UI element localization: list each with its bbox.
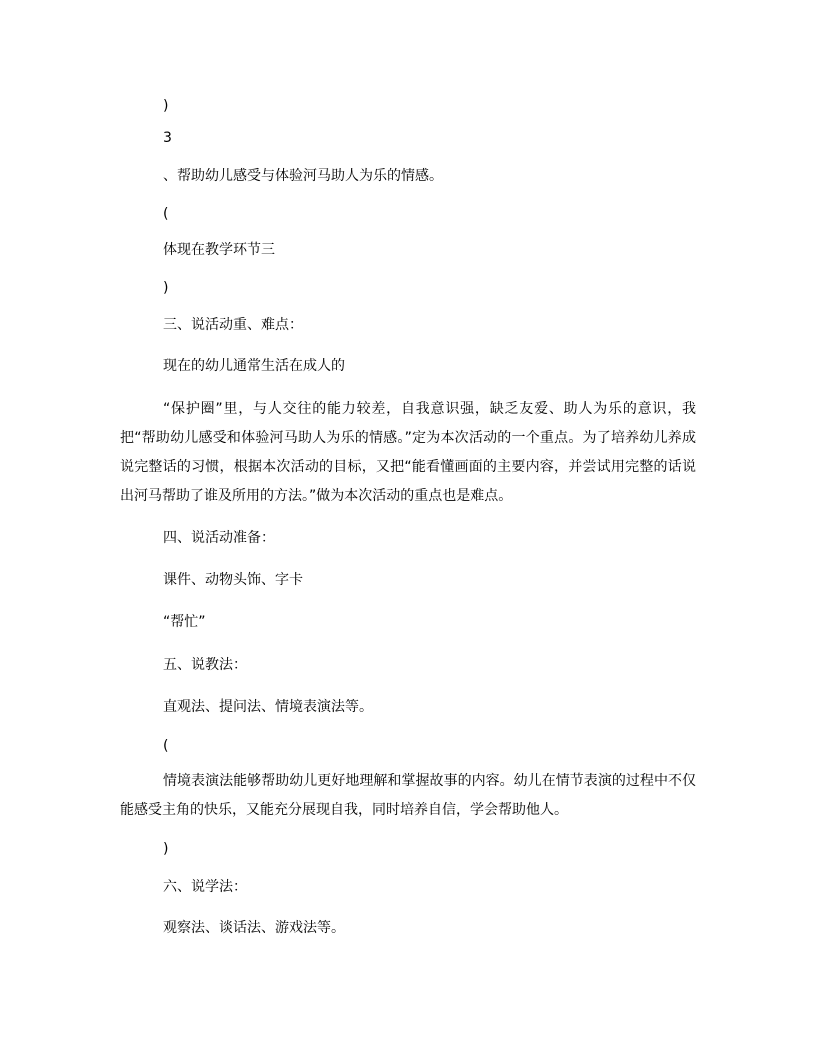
teaching-method-paragraph: 情境表演法能够帮助幼儿更好地理解和掌握故事的内容。幼儿在情节表演的过程中不仅能感受主角的快乐，又能充分展现自我，同时培养自信，学会帮助他人。 bbox=[120, 773, 696, 818]
teaching-link-note: 体现在教学环节三 bbox=[163, 242, 275, 258]
section-heading-learning-method: 六、说学法： bbox=[163, 879, 247, 895]
open-paren-line-2: ( bbox=[163, 738, 169, 754]
item-number-3: 3 bbox=[163, 130, 172, 146]
preparation-word-card: “帮忙” bbox=[163, 614, 206, 630]
key-points-paragraph: “保护圈”里，与人交往的能力较差，自我意识强，缺乏友爱、助人为乐的意识，我把“帮助幼儿感受和体验河马助人为乐的情感。”定为本次活动的一个重点。为了培养幼儿养成说完整话的习惯，根据本次活动的目标，又把“能看懂画面的主要内容，并尝试用完整的话说出河马帮助了谁及所用的方法。”做为本次活动的重点也是难点。 bbox=[120, 401, 696, 504]
section-heading-key-points: 三、说活动重、难点： bbox=[163, 317, 303, 333]
open-paren-line: ( bbox=[163, 206, 169, 222]
close-paren-line-2: ) bbox=[163, 280, 169, 296]
close-paren-line-3: ) bbox=[163, 841, 169, 857]
preparation-items: 课件、动物头饰、字卡 bbox=[163, 572, 303, 588]
teaching-method-list: 直观法、提问法、情境表演法等。 bbox=[163, 699, 373, 715]
section-heading-preparation: 四、说活动准备： bbox=[163, 530, 275, 546]
key-points-intro: 现在的幼儿通常生活在成人的 bbox=[163, 358, 345, 374]
section-heading-teaching-method: 五、说教法： bbox=[163, 657, 247, 673]
learning-method-list: 观察法、谈话法、游戏法等。 bbox=[163, 920, 345, 936]
close-paren-line: ) bbox=[163, 98, 169, 114]
objective-3-text: 、帮助幼儿感受与体验河马助人为乐的情感。 bbox=[163, 168, 443, 184]
